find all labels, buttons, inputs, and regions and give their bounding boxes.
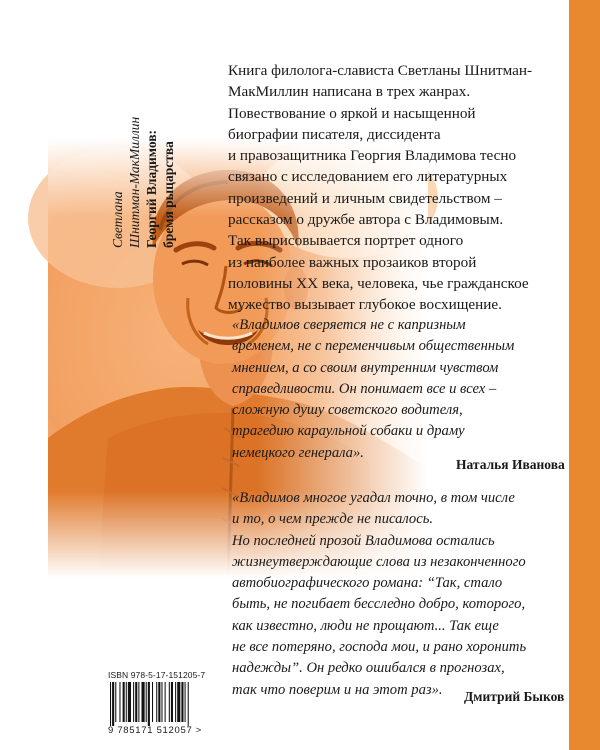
quote-line: Но последней прозой Владимова остались	[232, 532, 495, 549]
quote-line: быть, не погибает бесследно добро, которого,	[232, 596, 526, 613]
quote-line: не все потеряно, господа мои, и рано хоронить	[232, 639, 527, 656]
isbn-barcode-block	[108, 670, 228, 736]
description-line: Так вырисовывается портрет одного	[228, 232, 464, 250]
quote-line: мнением, а со своим внутренним чувством	[232, 359, 499, 376]
vertical-title-block	[110, 48, 206, 258]
quote-line: «Владимов сверяется не с капризным	[232, 317, 466, 333]
quote-line: «Владимов многое угадал точно, в том числе	[232, 490, 515, 506]
description-line: и правозащитника Георгия Владимова тесно	[228, 147, 517, 165]
quote-line: и то, о чем прежде не писалось.	[232, 511, 433, 528]
quote-line: справедливости. Он понимает все и всех –	[232, 380, 497, 397]
quote-line: трагедию караульной собаки и драму	[232, 423, 465, 440]
description-line: рассказом о дружбе автора с Владимовым.	[228, 211, 504, 229]
quote-ivanova	[232, 315, 582, 464]
quote-line: жизнеутверждающие слова из незаконченного	[232, 553, 526, 570]
quote-author-bykov: Дмитрий Быков	[464, 689, 565, 704]
spine-author-first-name: Светлана	[110, 191, 125, 248]
isbn-label: ISBN 978-5-17-151205-7	[108, 670, 206, 680]
description-line: Книга филолога-слависта Светланы Шнитман-	[228, 62, 533, 79]
barcode-digits: 9 785171 512057 >	[108, 725, 203, 736]
book-back-cover	[48, 18, 569, 736]
description-line: связано с исследованием его литературных	[228, 168, 508, 186]
description-line: мужество вызывает глубокое восхищение.	[228, 296, 502, 314]
quote-line: автобиографического романа: “Так, стало	[232, 575, 503, 592]
book-description	[228, 60, 598, 316]
quote-line: немецкого генерала».	[232, 444, 364, 461]
spine-title-line-2: бремя рыцарства	[161, 141, 176, 248]
barcode-bars	[108, 682, 224, 726]
spine-title-line-1: Георгий Владимов:	[144, 129, 159, 248]
description-line: биографии писателя, диссидента	[228, 125, 441, 143]
spine-author-last-name: Шнитман-МакМиллин	[127, 116, 142, 248]
quote-line: как известно, люди не прощают... Так еще	[232, 617, 499, 634]
description-line: Повествование о яркой и насыщенной	[228, 104, 476, 122]
quote-bykov	[232, 488, 582, 701]
quote-line: временем, не с переменчивым общественным	[232, 338, 515, 355]
description-line: произведений и личным свидетельством –	[228, 189, 502, 207]
description-line: половины XX века, человека, чье гражданское	[228, 274, 529, 292]
description-line: из наиболее важных прозаиков второй	[228, 253, 477, 271]
quote-line: сложную душу советского водителя,	[232, 402, 463, 419]
quote-author-ivanova: Наталья Иванова	[456, 457, 565, 472]
quote-line: так что поверим и на этот раз».	[232, 681, 443, 698]
description-line: МакМиллин написана в трех жанрах.	[228, 83, 471, 101]
orange-edge-strip	[569, 0, 600, 750]
quote-line: надежды”. Он редко ошибался в прогнозах,	[232, 660, 505, 677]
